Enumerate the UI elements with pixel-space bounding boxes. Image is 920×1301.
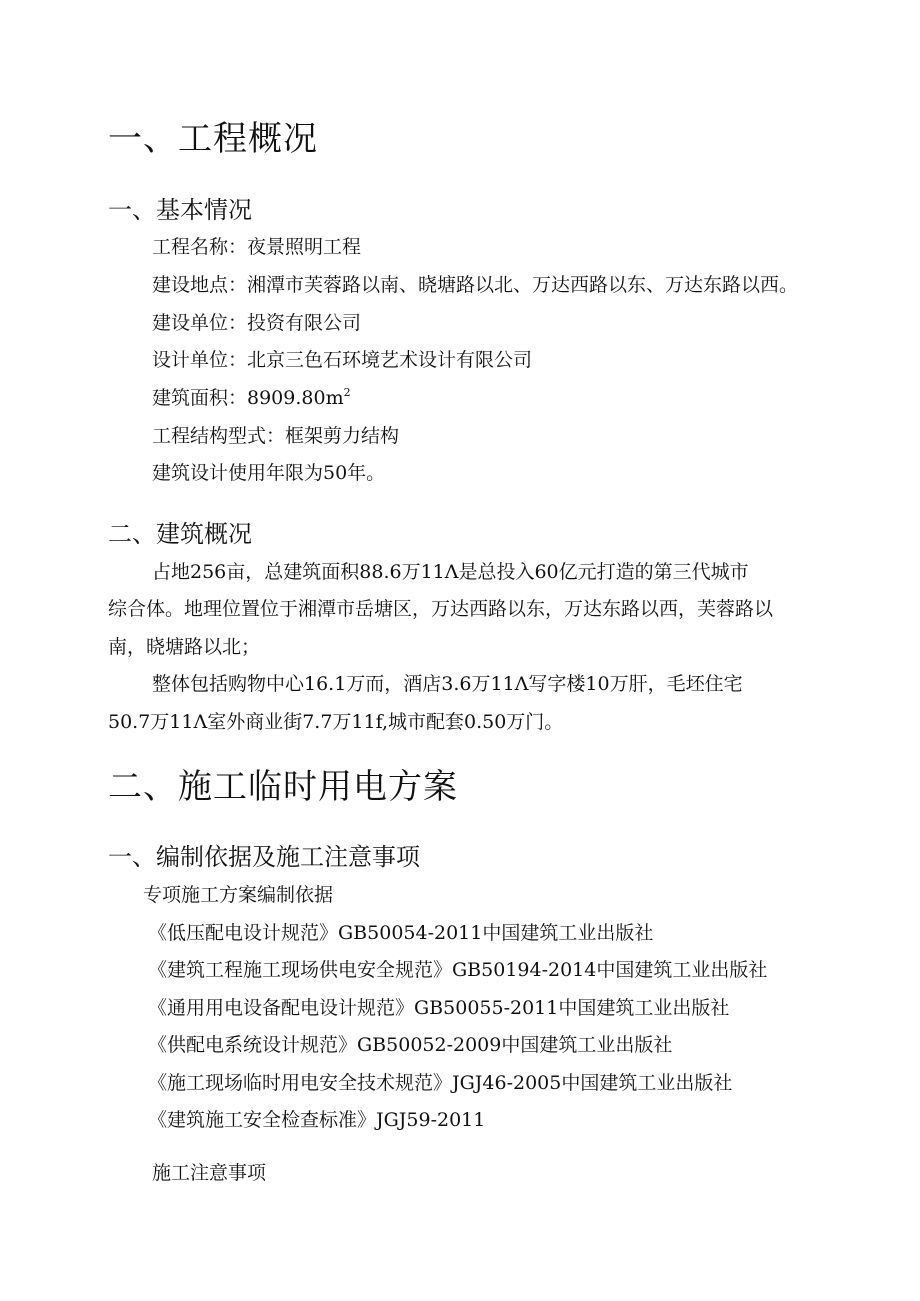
project-name-line: 工程名称：夜景照明工程 — [152, 236, 362, 258]
reference-item: 《施工现场临时用电安全技术规范》JGJ46-2005中国建筑工业出版社 — [148, 1072, 733, 1094]
overview-para2-line2: 50.7万11Λ室外商业街7.7万11f,城市配套0.50万门。 — [108, 711, 564, 733]
designer-line: 设计单位：北京三色石环境艺术设计有限公司 — [152, 349, 533, 371]
basic-info-heading: 一、基本情况 — [108, 196, 252, 224]
overview-para1-line2: 综合体。地理位置位于湘潭市岳塘区，万达西路以东，万达东路以西，芙蓉路以 — [108, 598, 774, 620]
reference-item: 《通用用电设备配电设计规范》GB50055-2011中国建筑工业出版社 — [148, 997, 730, 1019]
owner-line: 建设单位：投资有限公司 — [152, 312, 362, 334]
building-area-text: 建筑面积：8909.80m — [152, 387, 344, 409]
section2-title: 二、施工临时用电方案 — [108, 767, 458, 807]
overview-para2-line1: 整体包括购物中心16.1万而，酒店3.6万11Λ写字楼10万肝，毛坯住宅 — [152, 673, 743, 695]
site-location-line: 建设地点：湘潭市芙蓉路以南、晓塘路以北、万达西路以东、万达东路以西。 — [152, 274, 799, 296]
basis-heading: 一、编制依据及施工注意事项 — [108, 843, 420, 871]
reference-item: 《低压配电设计规范》GB50054-2011中国建筑工业出版社 — [148, 922, 654, 944]
building-area-line — [152, 386, 351, 409]
building-overview-heading: 二、建筑概况 — [108, 520, 252, 548]
reference-item: 《供配电系统设计规范》GB50052-2009中国建筑工业出版社 — [148, 1034, 673, 1056]
design-life-line: 建筑设计使用年限为50年。 — [152, 462, 386, 484]
structure-type-line: 工程结构型式：框架剪力结构 — [152, 425, 400, 447]
notes-label: 施工注意事项 — [152, 1162, 267, 1184]
overview-para1-line1: 占地256亩，总建筑面积88.6万11Λ是总投入60亿元打造的第三代城市 — [152, 561, 749, 583]
reference-item: 《建筑施工安全检查标准》JGJ59-2011 — [148, 1109, 486, 1131]
area-superscript: 2 — [343, 386, 351, 399]
reference-item: 《建筑工程施工现场供电安全规范》GB50194-2014中国建筑工业出版社 — [148, 959, 768, 981]
basis-label: 专项施工方案编制依据 — [143, 884, 334, 906]
section1-title: 一、工程概况 — [108, 119, 318, 159]
overview-para1-line3: 南，晓塘路以北； — [108, 636, 261, 658]
